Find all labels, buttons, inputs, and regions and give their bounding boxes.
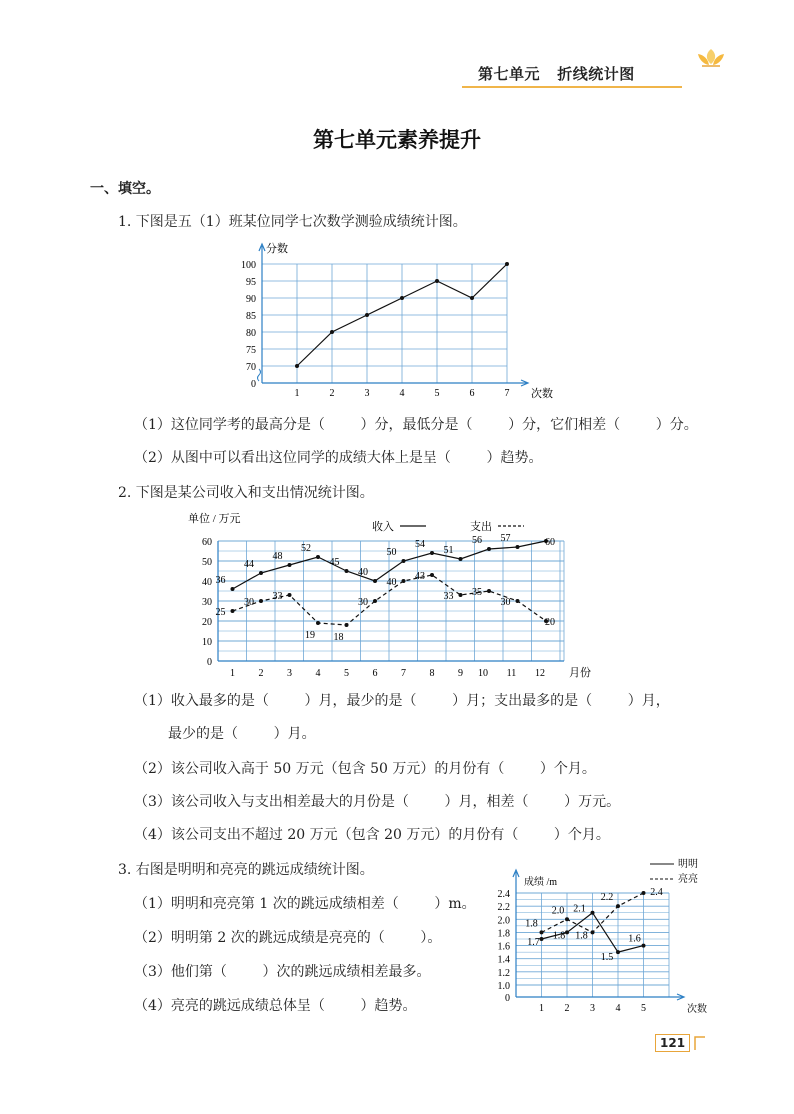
data-label: 51 bbox=[443, 545, 454, 556]
y-tick-label: 1.4 bbox=[497, 954, 510, 966]
data-label: 2.2 bbox=[600, 892, 614, 904]
x-axis-label: 次数 bbox=[531, 388, 553, 400]
data-point bbox=[402, 559, 406, 563]
x-tick-label: 4 bbox=[615, 1003, 621, 1014]
x-tick-label: 9 bbox=[458, 668, 463, 679]
x-tick-label: 11 bbox=[506, 668, 517, 679]
legend-label-expense: 支出 bbox=[470, 521, 492, 533]
x-tick-label: 1 bbox=[294, 388, 300, 399]
data-label: 30 bbox=[358, 597, 368, 608]
data-point bbox=[616, 904, 620, 908]
question-2-sub-2: （2）该公司收入高于 50 万元（包含 50 万元）的月份有（ ）个月。 bbox=[134, 761, 596, 777]
data-point bbox=[373, 579, 377, 583]
y-tick-label: 40 bbox=[202, 577, 212, 588]
data-point bbox=[435, 279, 439, 283]
data-point bbox=[540, 930, 544, 934]
x-tick-label: 2 bbox=[258, 668, 264, 679]
x-tick-label: 5 bbox=[344, 668, 349, 679]
data-label: 1.8 bbox=[575, 930, 588, 942]
question-2-sub-4: （4）该公司支出不超过 20 万元（包含 20 万元）的月份有（ ）个月。 bbox=[134, 827, 610, 843]
header-rule bbox=[462, 86, 682, 88]
data-point bbox=[565, 917, 569, 921]
y-axis-label: 单位 / 万元 bbox=[188, 513, 241, 525]
data-label: 43 bbox=[415, 571, 425, 582]
legend-label-liangliang: 亮亮 bbox=[678, 874, 698, 885]
x-tick-label: 5 bbox=[641, 1003, 646, 1014]
question-3: 3. 右图是明明和亮亮的跳远成绩统计图。 bbox=[118, 862, 374, 878]
y-tick-label: 100 bbox=[241, 260, 256, 271]
x-tick-label: 3 bbox=[364, 388, 370, 399]
data-point bbox=[430, 551, 434, 555]
x-axis-label: 月份 bbox=[569, 667, 591, 679]
y-tick-label: 2.0 bbox=[497, 915, 510, 927]
data-point bbox=[316, 555, 320, 559]
x-tick-label: 6 bbox=[469, 388, 475, 399]
x-tick-label: 5 bbox=[434, 388, 440, 399]
header-topic: 折线统计图 bbox=[557, 65, 635, 83]
data-label: 54 bbox=[415, 539, 425, 550]
x-tick-label: 10 bbox=[478, 668, 488, 679]
data-point bbox=[565, 930, 569, 934]
data-label: 33 bbox=[272, 591, 283, 602]
y-tick-label: 90 bbox=[246, 294, 256, 305]
data-label: 52 bbox=[301, 543, 311, 554]
data-point bbox=[459, 557, 463, 561]
y-tick-label: 1.0 bbox=[497, 981, 510, 992]
data-point bbox=[487, 589, 491, 593]
y-axis-label: 分数 bbox=[266, 243, 288, 255]
data-point bbox=[402, 579, 406, 583]
x-tick-label: 7 bbox=[504, 388, 510, 399]
y-tick-label: 0 bbox=[505, 993, 510, 1004]
legend-label-income: 收入 bbox=[372, 521, 394, 533]
data-label: 25 bbox=[215, 607, 226, 618]
question-3-sub-1: （1）明明和亮亮第 1 次的跳远成绩相差（ ）m。 bbox=[134, 896, 476, 912]
y-tick-label: 20 bbox=[202, 617, 212, 628]
data-label: 40 bbox=[386, 577, 397, 588]
lotus-decoration-icon bbox=[694, 46, 728, 68]
y-tick-label: 1.8 bbox=[497, 928, 510, 940]
header-title bbox=[478, 63, 635, 84]
question-1: 1. 下图是五（1）班某位同学七次数学测验成绩统计图。 bbox=[118, 214, 467, 230]
data-point bbox=[642, 891, 646, 895]
question-2-sub-1b: 最少的是（ ）月。 bbox=[168, 726, 316, 742]
page-corner-icon bbox=[692, 1034, 708, 1052]
data-point bbox=[288, 593, 292, 597]
data-point bbox=[316, 621, 320, 625]
data-label: 2.4 bbox=[650, 887, 663, 898]
y-tick-label: 75 bbox=[246, 345, 256, 356]
x-tick-label: 8 bbox=[429, 668, 435, 679]
data-label: 44 bbox=[244, 559, 254, 570]
question-3-sub-3: （3）他们第（ ）次的跳远成绩相差最多。 bbox=[134, 964, 431, 980]
data-point bbox=[259, 571, 263, 575]
y-tick-label: 60 bbox=[202, 537, 212, 548]
data-point bbox=[345, 623, 349, 627]
data-label: 56 bbox=[472, 535, 482, 546]
x-tick-label: 6 bbox=[372, 668, 378, 679]
data-label: 60 bbox=[545, 537, 555, 548]
data-point bbox=[591, 911, 595, 915]
data-label: 30 bbox=[500, 597, 511, 608]
data-point bbox=[591, 930, 595, 934]
data-label: 50 bbox=[386, 547, 397, 558]
header-unit: 第七单元 bbox=[478, 65, 541, 83]
x-tick-label: 3 bbox=[287, 668, 292, 679]
y-tick-label: 70 bbox=[246, 362, 256, 373]
data-label: 40 bbox=[358, 567, 368, 578]
question-1-sub-1: （1）这位同学考的最高分是（ ）分，最低分是（ ）分，它们相差（ ）分。 bbox=[134, 417, 698, 433]
y-tick-label: 1.2 bbox=[497, 967, 510, 979]
data-label: 20 bbox=[545, 617, 555, 628]
data-point bbox=[345, 569, 349, 573]
data-label: 45 bbox=[329, 557, 340, 568]
data-point bbox=[400, 296, 404, 300]
page-title: 第七单元素养提升 bbox=[313, 128, 481, 152]
data-point bbox=[516, 545, 520, 549]
data-point bbox=[470, 296, 474, 300]
data-point bbox=[459, 593, 463, 597]
data-label: 18 bbox=[333, 632, 344, 643]
y-axis-label: 成绩 /m bbox=[524, 877, 558, 888]
x-tick-label: 3 bbox=[590, 1003, 595, 1014]
question-2: 2. 下图是某公司收入和支出情况统计图。 bbox=[118, 485, 374, 501]
y-tick-label: 0 bbox=[207, 657, 212, 668]
data-label: 1.5 bbox=[600, 952, 614, 964]
data-label: 57 bbox=[500, 533, 511, 544]
x-tick-label: 12 bbox=[535, 668, 545, 679]
data-point bbox=[231, 587, 235, 591]
x-tick-label: 2 bbox=[329, 388, 335, 399]
data-point bbox=[373, 599, 377, 603]
data-label: 48 bbox=[272, 551, 283, 562]
x-tick-label: 1 bbox=[230, 668, 235, 679]
y-tick-label: 50 bbox=[202, 557, 212, 568]
data-label: 35 bbox=[472, 587, 482, 598]
x-tick-label: 4 bbox=[399, 388, 405, 399]
data-label: 1.8 bbox=[525, 918, 538, 930]
y-tick-label: 85 bbox=[246, 311, 256, 322]
y-tick-label: 30 bbox=[202, 597, 212, 608]
y-tick-label: 10 bbox=[202, 637, 212, 648]
data-point bbox=[259, 599, 263, 603]
question-2-sub-3: （3）该公司收入与支出相差最大的月份是（ ）月，相差（ ）万元。 bbox=[134, 794, 621, 810]
y-tick-label: 2.2 bbox=[497, 902, 510, 914]
data-point bbox=[487, 547, 491, 551]
question-3-sub-4: （4）亮亮的跳远成绩总体呈（ ）趋势。 bbox=[134, 998, 417, 1014]
y-tick-label: 0 bbox=[251, 379, 256, 390]
data-label: 19 bbox=[305, 630, 315, 641]
data-label: 1.7 bbox=[527, 937, 540, 948]
data-point bbox=[540, 937, 544, 941]
x-tick-label: 4 bbox=[315, 668, 321, 679]
data-point bbox=[430, 573, 434, 577]
question-1-sub-2: （2）从图中可以看出这位同学的成绩大体上是呈（ ）趋势。 bbox=[134, 450, 543, 466]
data-point bbox=[616, 950, 620, 954]
data-label: 2.1 bbox=[573, 903, 586, 915]
data-label: 33 bbox=[443, 591, 454, 602]
page-number: 121 bbox=[655, 1034, 690, 1052]
data-point bbox=[365, 313, 369, 317]
question-2-sub-1a: （1）收入最多的是（ ）月，最少的是（ ）月；支出最多的是（ ）月， bbox=[134, 693, 670, 709]
data-point bbox=[231, 609, 235, 613]
data-point bbox=[516, 599, 520, 603]
data-label: 30 bbox=[244, 597, 254, 608]
data-label: 1.6 bbox=[628, 933, 641, 945]
chart-long-jump bbox=[484, 852, 714, 1020]
section-heading: 一、填空。 bbox=[90, 181, 160, 197]
y-tick-label: 2.4 bbox=[497, 889, 510, 900]
y-tick-label: 80 bbox=[246, 328, 256, 339]
data-point bbox=[330, 330, 334, 334]
legend-label-mingming: 明明 bbox=[678, 859, 698, 870]
axis-break-icon bbox=[258, 369, 261, 381]
data-point bbox=[288, 563, 292, 567]
chart-scores bbox=[230, 238, 560, 406]
data-label: 36 bbox=[215, 575, 226, 586]
data-point bbox=[642, 944, 646, 948]
chart-income-expense bbox=[180, 508, 640, 683]
x-tick-label: 7 bbox=[401, 668, 406, 679]
data-point bbox=[505, 262, 509, 266]
question-3-sub-2: （2）明明第 2 次的跳远成绩是亮亮的（ ）。 bbox=[134, 930, 442, 946]
data-label: 2.0 bbox=[551, 905, 565, 917]
data-point bbox=[295, 364, 299, 368]
data-label: 1.8 bbox=[552, 930, 566, 942]
x-tick-label: 2 bbox=[564, 1003, 570, 1014]
x-axis-label: 次数 bbox=[687, 1004, 707, 1015]
y-tick-label: 95 bbox=[246, 277, 256, 288]
x-tick-label: 1 bbox=[539, 1003, 544, 1014]
y-tick-label: 1.6 bbox=[497, 941, 510, 953]
